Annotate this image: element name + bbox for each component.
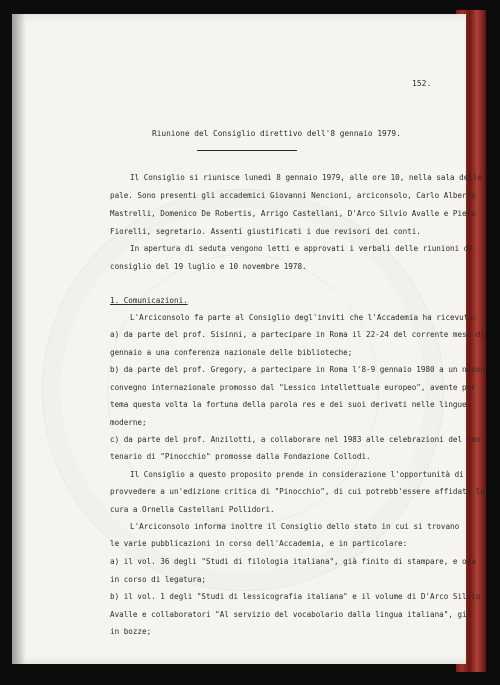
- body-line: b) il vol. 1 degli "Studi di lessicografia italiana" e il volume di D'Arco Silvio: [110, 592, 481, 601]
- body-line: L'Arciconsolo fa parte al Consiglio degl'inviti che l'Accademia ha ricevuto:: [130, 313, 478, 322]
- body-line: In apertura di seduta vengono letti e approvati i verbali delle riunioni di: [130, 244, 473, 253]
- body-line: tenario di "Pinocchio" promosse dalla Fondazione Collodi.: [110, 452, 371, 461]
- body-line: Il Consiglio si riunisce lunedì 8 gennaio 1979, alle ore 10, nella sala delle: [130, 173, 483, 182]
- body-line: cura a Ornella Castellani Pollidori.: [110, 505, 275, 514]
- document-page: [12, 14, 485, 664]
- body-line: Fiorelli, segretario. Assenti giustificati i due revisori dei conti.: [110, 227, 421, 236]
- body-line: tema questa volta la fortuna della parola res e dei suoi derivati nelle lingue: [110, 400, 467, 409]
- body-line: le varie pubblicazioni in corso dell'Accademia, e in particolare:: [110, 539, 408, 548]
- body-line: a) il vol. 36 degli "Studi di filologia italiana", già finito di stampare, e ora: [110, 557, 476, 566]
- body-line: in corso di legatura;: [110, 575, 207, 584]
- body-line: Avalle e collaboratori "Al servizio del vocabolario dalla lingua italiana", già: [110, 610, 472, 619]
- page-title: Riunione del Consiglio direttivo dell'8 gennaio 1979.: [152, 129, 401, 138]
- body-line: convegno internazionale promosso dal "Lessico intellettuale europeo", avente per: [110, 383, 476, 392]
- body-line: moderne;: [110, 418, 147, 427]
- body-line: in bozze;: [110, 627, 152, 636]
- body-line: provvedere a un'edizione critica di "Pinocchio", di cui potrebb'essere affidata la: [110, 487, 485, 496]
- body-line: gennaio a una conferenza nazionale delle biblioteche;: [110, 348, 353, 357]
- body-line: Mastrelli, Domenico De Robertis, Arrigo Castellani, D'Arco Silvio Avalle e Piero: [110, 209, 476, 218]
- body-line: a) da parte del prof. Sisinni, a partecipare in Roma il 22-24 del corrente mese di: [110, 330, 485, 339]
- section-heading: 1. Comunicazioni.: [110, 296, 188, 305]
- body-line: b) da parte del prof. Gregory, a partecipare in Roma l'8-9 gennaio 1980 a un nuovo: [110, 365, 485, 374]
- title-divider: [197, 150, 297, 151]
- body-line: c) da parte del prof. Anzilotti, a collaborare nel 1983 alle celebrazioni del cen-: [110, 435, 485, 444]
- body-line: pale. Sono presenti gli accademici Giovanni Nencioni, arciconsolo, Carlo Alberto: [110, 191, 476, 200]
- page-number: 152.: [412, 79, 432, 88]
- body-line: L'Arciconsolo informa inoltre il Consiglio dello stato in cui si trovano: [130, 522, 460, 531]
- spine-shadow: [12, 14, 26, 664]
- body-line: consiglio del 19 luglio e 10 novembre 1978.: [110, 262, 307, 271]
- body-line: Il Consiglio a questo proposito prende in considerazione l'opportunità di: [130, 470, 464, 479]
